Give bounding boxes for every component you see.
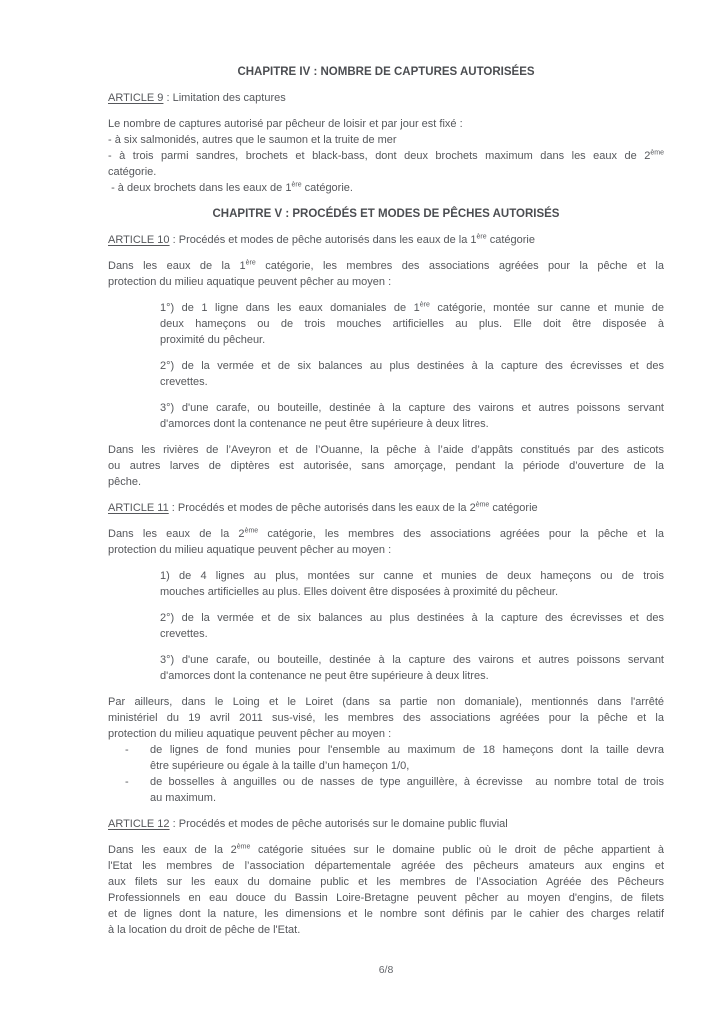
article-11-paragraph-1: Dans les eaux de la 2ème catégorie, les membres des associations agréées pour la pêche et la protection du milieu aquatique peuvent pêcher au moyen : xyxy=(108,527,664,556)
article-9-title: ARTICLE 9 : Limitation des captures xyxy=(108,92,286,104)
dash-bullet: - xyxy=(125,776,129,788)
article-10-item-1: 1°) de 1 ligne dans les eaux domaniales de 1ère catégorie, montée sur canne et munie de deux hameçons ou de trois mouches artificielles au plus. Elle doit être disposée à proximité du pêcheur. xyxy=(160,301,665,346)
dash-bullet: - xyxy=(125,744,129,756)
article-11-title: ARTICLE 11 : Procédés et modes de pêche autorisés dans les eaux de la 2ème catégorie xyxy=(108,501,538,514)
article-12-paragraph-1: Dans les eaux de la 2ème catégorie situées sur le domaine public où le droit de pêche appartient à l'Etat les membres de l’association départementale agréée des pêcheurs amateurs aux engins et aux filets sur les eaux du domaine public et les membres de l’Association Agréée des Pêcheurs Professionnels en eau douce du Bassin Loire-Bretagne peuvent pêcher au moyen d'engins, de filets et de lignes dont la nature, les dimensions et le nombre sont définis par le cahier des charges relatif à la location du droit de pêche de l'Etat. xyxy=(108,843,664,936)
article-11-item-3: 3°) d'une carafe, ou bouteille, destinée à la capture des vairons et autres poissons servant d'amorces dont la contenance ne peut être supérieure à deux litres. xyxy=(160,654,664,682)
article-9-intro: Le nombre de captures autorisé par pêcheur de loisir et par jour est fixé : - à six salmonidés, autres que le saumon et la truite de mer - à trois parmi sandres, brochets et black-bass, dont deux brochets maximum dans les eaux de 2ème catégorie. - à deux brochets dans les eaux de 1ère catégorie. xyxy=(108,118,664,194)
article-10-paragraph-2: Dans les rivières de l’Aveyron et de l’Ouanne, la pêche à l’aide d’appâts constitués par des asticots ou autres larves de diptères est autorisée, sans amorçage, pendant la période d’ouverture de la pêche. xyxy=(108,444,664,488)
article-10-item-3: 3°) d'une carafe, ou bouteille, destinée à la capture des vairons et autres poissons servant d'amorces dont la contenance ne peut être supérieure à deux litres. xyxy=(160,402,664,430)
page-number: 6/8 xyxy=(378,964,394,976)
article-11-item-1: 1) de 4 lignes au plus, montées sur canne et munies de deux hameçons ou de trois mouches artificielles au plus. Elles doivent être disposées à proximité du pêcheur. xyxy=(160,570,664,598)
article-11-paragraph-2: Par ailleurs, dans le Loing et le Loiret (dans sa partie non domaniale), mentionnés dans l'arrêté ministériel du 19 avril 2011 sus-visé, les membres des associations agréées pour la pêche et la protection du milieu aquatique peuvent pêcher au moyen : xyxy=(108,696,664,740)
article-10-item-2: 2°) de la vermée et de six balances au plus destinées à la capture des écrevisses et des crevettes. xyxy=(160,360,664,388)
dash-item-text: de bosselles à anguilles ou de nasses de type anguillère, à écrevisse au nombre total de trois au maximum. xyxy=(150,776,664,804)
article-11-dash-item-2 xyxy=(108,774,664,806)
article-11-item-2: 2°) de la vermée et de six balances au plus destinées à la capture des écrevisses et des crevettes. xyxy=(160,612,664,640)
article-11-dash-item-1 xyxy=(108,742,664,774)
dash-item-text: de lignes de fond munies pour l'ensemble au maximum de 18 hameçons dont la taille devra être supérieure ou égale à la taille d’un hameçon 1/0, xyxy=(150,744,664,772)
article-10-title: ARTICLE 10 : Procédés et modes de pêche autorisés dans les eaux de la 1ère catégorie xyxy=(108,233,535,246)
article-12-title: ARTICLE 12 : Procédés et modes de pêche autorisés sur le domaine public fluvial xyxy=(108,818,508,830)
article-10-paragraph-1: Dans les eaux de la 1ère catégorie, les membres des associations agréées pour la pêche et la protection du milieu aquatique peuvent pêcher au moyen : xyxy=(108,259,664,288)
chapter-4-heading: CHAPITRE IV : NOMBRE DE CAPTURES AUTORISÉES xyxy=(237,66,535,78)
chapter-5-heading: CHAPITRE V : PROCÉDÉS ET MODES DE PÊCHES AUTORISÉS xyxy=(212,208,560,220)
